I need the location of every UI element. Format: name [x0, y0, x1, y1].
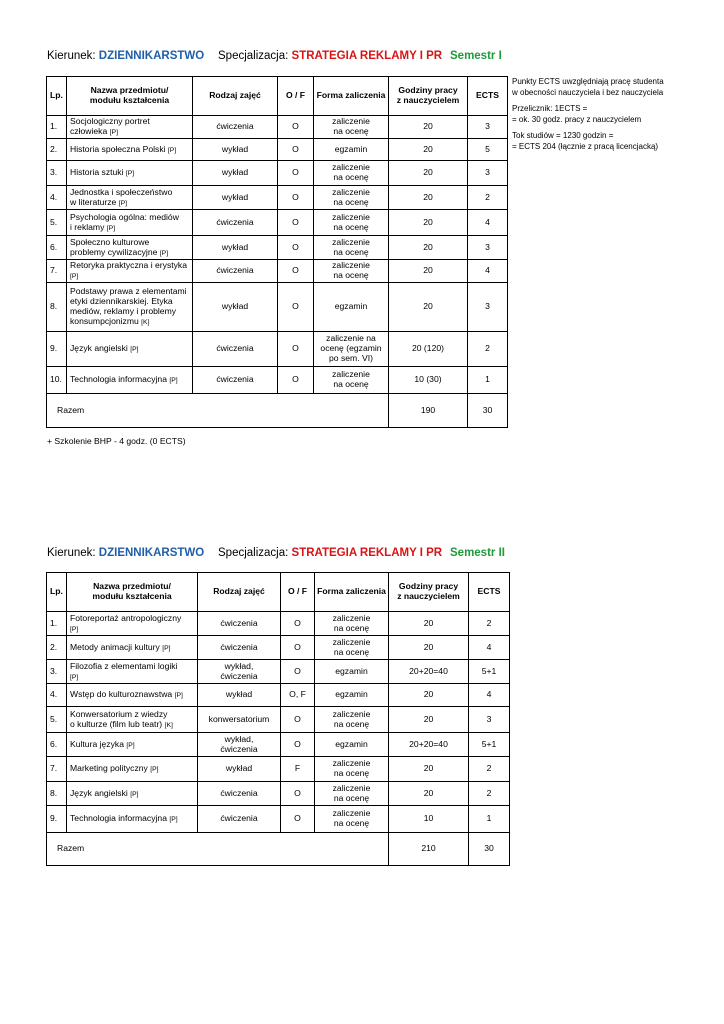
- table-row: [47, 116, 508, 139]
- subject-name: Marketing polityczny [P]: [67, 757, 198, 782]
- ects-note-line: Przelicznik: 1ECTS =: [512, 104, 588, 113]
- col-rodzaj: Rodzaj zajęć: [193, 77, 278, 116]
- contact-hours: 20: [389, 283, 468, 332]
- ects-points: 3: [468, 161, 508, 186]
- contact-hours: 20: [389, 684, 469, 707]
- kierunek-label: Kierunek:: [47, 547, 96, 559]
- subject-tag: [K]: [164, 721, 173, 729]
- class-type: wykład: [193, 236, 278, 260]
- subject-tag: [P]: [70, 673, 79, 681]
- ects-points: 3: [468, 283, 508, 332]
- total-ects: 30: [468, 394, 508, 428]
- class-type: wykład: [193, 161, 278, 186]
- ects-points: 4: [468, 210, 508, 236]
- col-godz: Godziny pracy z nauczycielem: [389, 573, 469, 612]
- lp-cell: 2.: [47, 139, 67, 161]
- total-label: Razem: [47, 833, 389, 866]
- semester-1-header: [47, 50, 507, 62]
- ects-points: 1: [469, 806, 510, 833]
- table-row: [47, 139, 508, 161]
- table-row: [47, 283, 508, 332]
- assessment-form: zaliczenie na ocenę: [315, 612, 389, 636]
- contact-hours: 20: [389, 236, 468, 260]
- assessment-form: egzamin: [315, 733, 389, 757]
- class-type: ćwiczenia: [193, 367, 278, 394]
- lp-cell: 8.: [47, 283, 67, 332]
- assessment-form: zaliczenie na ocenę: [315, 757, 389, 782]
- contact-hours: 20+20=40: [389, 660, 469, 684]
- table-row: [47, 684, 510, 707]
- table-header-row: [47, 573, 510, 612]
- col-name: Nazwa przedmiotu/ modułu kształcenia: [67, 77, 193, 116]
- ects-points: 2: [469, 782, 510, 806]
- obligatory-flag: O: [278, 260, 314, 283]
- semester-1-table: [46, 76, 508, 428]
- table-row: [47, 332, 508, 367]
- obligatory-flag: O: [278, 283, 314, 332]
- contact-hours: 20: [389, 139, 468, 161]
- obligatory-flag: O: [278, 186, 314, 210]
- col-forma: Forma zaliczenia: [314, 77, 389, 116]
- obligatory-flag: O: [281, 806, 315, 833]
- specjalizacja-label: Specjalizacja:: [218, 50, 289, 62]
- subject-name: Historia sztuki [P]: [67, 161, 193, 186]
- class-type: wykład, ćwiczenia: [198, 733, 281, 757]
- ects-points: 5+1: [469, 660, 510, 684]
- lp-cell: 4.: [47, 186, 67, 210]
- subject-name: Psychologia ogólna: mediów i reklamy [P]: [67, 210, 193, 236]
- assessment-form: egzamin: [314, 139, 389, 161]
- col-of: O / F: [281, 573, 315, 612]
- lp-cell: 9.: [47, 806, 67, 833]
- subject-name: Retoryka praktyczna i erystyka [P]: [67, 260, 193, 283]
- assessment-form: egzamin: [315, 684, 389, 707]
- class-type: ćwiczenia: [198, 636, 281, 660]
- assessment-form: zaliczenie na ocenę: [314, 186, 389, 210]
- obligatory-flag: O: [281, 733, 315, 757]
- assessment-form: zaliczenie na ocenę (egzamin po sem. VI): [314, 332, 389, 367]
- semester-label: Semestr I: [450, 50, 502, 62]
- obligatory-flag: O: [281, 782, 315, 806]
- class-type: wykład, ćwiczenia: [198, 660, 281, 684]
- table-header-row: [47, 77, 508, 116]
- subject-tag: [P]: [150, 766, 159, 774]
- obligatory-flag: O: [281, 660, 315, 684]
- assessment-form: zaliczenie na ocenę: [314, 161, 389, 186]
- subject-tag: [P]: [106, 224, 116, 232]
- table-row: [47, 806, 510, 833]
- subject-name: Kultura języka [P]: [67, 733, 198, 757]
- contact-hours: 20: [389, 186, 468, 210]
- bhp-footnote: + Szkolenie BHP - 4 godz. (0 ECTS): [47, 436, 186, 446]
- subject-name: Filozofia z elementami logiki [P]: [67, 660, 198, 684]
- subject-name: Wstęp do kulturoznawstwa [P]: [67, 684, 198, 707]
- contact-hours: 20: [389, 116, 468, 139]
- ects-note-line: w obecności nauczyciela i bez nauczyciela: [512, 88, 664, 97]
- table-row: [47, 636, 510, 660]
- subject-tag: [P]: [169, 816, 178, 824]
- class-type: wykład: [198, 684, 281, 707]
- table-row: [47, 186, 508, 210]
- ects-points: 2: [468, 186, 508, 210]
- col-ects: ECTS: [469, 573, 510, 612]
- col-ects: ECTS: [468, 77, 508, 116]
- col-of: O / F: [278, 77, 314, 116]
- obligatory-flag: O: [281, 612, 315, 636]
- ects-points: 5: [468, 139, 508, 161]
- subject-tag: [P]: [130, 346, 139, 354]
- subject-name: Technologia informacyjna [P]: [67, 806, 198, 833]
- lp-cell: 6.: [47, 733, 67, 757]
- table-row: [47, 660, 510, 684]
- table-row: [47, 236, 508, 260]
- contact-hours: 20: [389, 161, 468, 186]
- subject-name: Socjologiczny portret człowieka [P]: [67, 116, 193, 139]
- class-type: wykład: [193, 186, 278, 210]
- contact-hours: 20: [389, 757, 469, 782]
- class-type: ćwiczenia: [198, 612, 281, 636]
- ects-points: 2: [468, 332, 508, 367]
- contact-hours: 20: [389, 210, 468, 236]
- subject-tag: [P]: [118, 199, 128, 207]
- assessment-form: zaliczenie na ocenę: [314, 210, 389, 236]
- assessment-form: zaliczenie na ocenę: [314, 260, 389, 283]
- ects-points: 3: [468, 116, 508, 139]
- lp-cell: 1.: [47, 612, 67, 636]
- obligatory-flag: O: [278, 236, 314, 260]
- class-type: konwersatorium: [198, 707, 281, 733]
- lp-cell: 8.: [47, 782, 67, 806]
- table-row: [47, 260, 508, 283]
- assessment-form: zaliczenie na ocenę: [314, 236, 389, 260]
- subject-tag: [P]: [70, 273, 79, 280]
- table-row: [47, 757, 510, 782]
- kierunek-label: Kierunek:: [47, 50, 96, 62]
- subject-tag: [P]: [70, 625, 79, 633]
- specjalizacja-value: STRATEGIA REKLAMY I PR: [291, 547, 443, 559]
- contact-hours: 20: [389, 260, 468, 283]
- total-hours: 210: [389, 833, 469, 866]
- assessment-form: zaliczenie na ocenę: [315, 782, 389, 806]
- subject-tag: [P]: [162, 644, 171, 652]
- subject-name: Fotoreportaż antropologiczny [P]: [67, 612, 198, 636]
- lp-cell: 5.: [47, 210, 67, 236]
- ects-points: 4: [469, 684, 510, 707]
- lp-cell: 3.: [47, 161, 67, 186]
- ects-points: 3: [468, 236, 508, 260]
- semester-2-table: [46, 572, 510, 866]
- ects-points: 4: [469, 636, 510, 660]
- specjalizacja-label: Specjalizacja:: [218, 547, 289, 559]
- ects-points: 4: [468, 260, 508, 283]
- assessment-form: zaliczenie na ocenę: [315, 707, 389, 733]
- table-row: [47, 733, 510, 757]
- obligatory-flag: O: [281, 636, 315, 660]
- lp-cell: 10.: [47, 367, 67, 394]
- table-row: [47, 612, 510, 636]
- obligatory-flag: O, F: [281, 684, 315, 707]
- subject-name: Język angielski [P]: [67, 332, 193, 367]
- contact-hours: 20: [389, 707, 469, 733]
- col-lp: Lp.: [47, 77, 67, 116]
- ects-note-line: Punkty ECTS uwzględniają pracę studenta: [512, 77, 664, 86]
- col-godz: Godziny pracy z nauczycielem: [389, 77, 468, 116]
- obligatory-flag: O: [278, 210, 314, 236]
- ects-points: 5+1: [469, 733, 510, 757]
- class-type: wykład: [193, 283, 278, 332]
- obligatory-flag: O: [278, 116, 314, 139]
- subject-tag: [P]: [125, 170, 135, 178]
- contact-hours: 20 (120): [389, 332, 468, 367]
- assessment-form: zaliczenie na ocenę: [314, 367, 389, 394]
- kierunek-value: DZIENNIKARSTWO: [98, 547, 205, 559]
- semester-label: Semestr II: [450, 547, 505, 559]
- obligatory-flag: O: [278, 161, 314, 186]
- subject-tag: [P]: [167, 146, 177, 154]
- subject-tag: [P]: [174, 692, 183, 700]
- assessment-form: zaliczenie na ocenę: [315, 636, 389, 660]
- table-row: [47, 782, 510, 806]
- ects-note: [512, 76, 664, 152]
- class-type: ćwiczenia: [193, 116, 278, 139]
- ects-note-line: = ECTS 204 (łącznie z pracą licencjacką): [512, 142, 659, 151]
- contact-hours: 20: [389, 612, 469, 636]
- class-type: ćwiczenia: [193, 210, 278, 236]
- lp-cell: 5.: [47, 707, 67, 733]
- obligatory-flag: O: [278, 332, 314, 367]
- ects-points: 1: [468, 367, 508, 394]
- semester-2-header: [47, 547, 507, 559]
- col-lp: Lp.: [47, 573, 67, 612]
- class-type: ćwiczenia: [193, 260, 278, 283]
- lp-cell: 3.: [47, 660, 67, 684]
- class-type: wykład: [193, 139, 278, 161]
- subject-tag: [P]: [159, 249, 169, 257]
- total-row: [47, 833, 510, 866]
- subject-name: Historia społeczna Polski [P]: [67, 139, 193, 161]
- class-type: wykład: [198, 757, 281, 782]
- assessment-form: egzamin: [314, 283, 389, 332]
- obligatory-flag: O: [281, 707, 315, 733]
- subject-name: Podstawy prawa z elementami etyki dziennikarskiej. Etyka mediów, reklamy i problemy konsumpcjonizmu [K]: [67, 283, 193, 332]
- contact-hours: 20: [389, 782, 469, 806]
- specjalizacja-value: STRATEGIA REKLAMY I PR: [291, 50, 443, 62]
- table-row: [47, 210, 508, 236]
- total-row: [47, 394, 508, 428]
- lp-cell: 1.: [47, 116, 67, 139]
- lp-cell: 9.: [47, 332, 67, 367]
- ects-note-line: = ok. 30 godz. pracy z nauczycielem: [512, 115, 642, 124]
- subject-tag: [P]: [169, 377, 178, 385]
- contact-hours: 20+20=40: [389, 733, 469, 757]
- obligatory-flag: O: [278, 367, 314, 394]
- subject-name: Język angielski [P]: [67, 782, 198, 806]
- assessment-form: egzamin: [315, 660, 389, 684]
- lp-cell: 4.: [47, 684, 67, 707]
- total-hours: 190: [389, 394, 468, 428]
- subject-name: Jednostka i społeczeństwo w literaturze [P]: [67, 186, 193, 210]
- assessment-form: zaliczenie na ocenę: [315, 806, 389, 833]
- ects-points: 3: [469, 707, 510, 733]
- lp-cell: 2.: [47, 636, 67, 660]
- lp-cell: 7.: [47, 757, 67, 782]
- contact-hours: 10: [389, 806, 469, 833]
- subject-tag: [P]: [109, 129, 118, 136]
- subject-name: Konwersatorium z wiedzy o kulturze (film lub teatr) [K]: [67, 707, 198, 733]
- col-name: Nazwa przedmiotu/ modułu kształcenia: [67, 573, 198, 612]
- col-rodzaj: Rodzaj zajęć: [198, 573, 281, 612]
- class-type: ćwiczenia: [198, 806, 281, 833]
- obligatory-flag: O: [278, 139, 314, 161]
- assessment-form: zaliczenie na ocenę: [314, 116, 389, 139]
- contact-hours: 20: [389, 636, 469, 660]
- subject-name: Metody animacji kultury [P]: [67, 636, 198, 660]
- subject-tag: [P]: [126, 741, 135, 749]
- subject-name: Technologia informacyjna [P]: [67, 367, 193, 394]
- lp-cell: 6.: [47, 236, 67, 260]
- subject-tag: [K]: [141, 318, 150, 326]
- obligatory-flag: F: [281, 757, 315, 782]
- ects-points: 2: [469, 757, 510, 782]
- class-type: ćwiczenia: [198, 782, 281, 806]
- kierunek-value: DZIENNIKARSTWO: [98, 50, 205, 62]
- contact-hours: 10 (30): [389, 367, 468, 394]
- col-forma: Forma zaliczenia: [315, 573, 389, 612]
- subject-tag: [P]: [130, 790, 139, 798]
- table-row: [47, 367, 508, 394]
- ects-note-line: Tok studiów = 1230 godzin =: [512, 131, 614, 140]
- total-label: Razem: [47, 394, 389, 428]
- subject-name: Społeczno kulturowe problemy cywilizacyjne [P]: [67, 236, 193, 260]
- total-ects: 30: [469, 833, 510, 866]
- lp-cell: 7.: [47, 260, 67, 283]
- table-row: [47, 707, 510, 733]
- table-row: [47, 161, 508, 186]
- ects-points: 2: [469, 612, 510, 636]
- class-type: ćwiczenia: [193, 332, 278, 367]
